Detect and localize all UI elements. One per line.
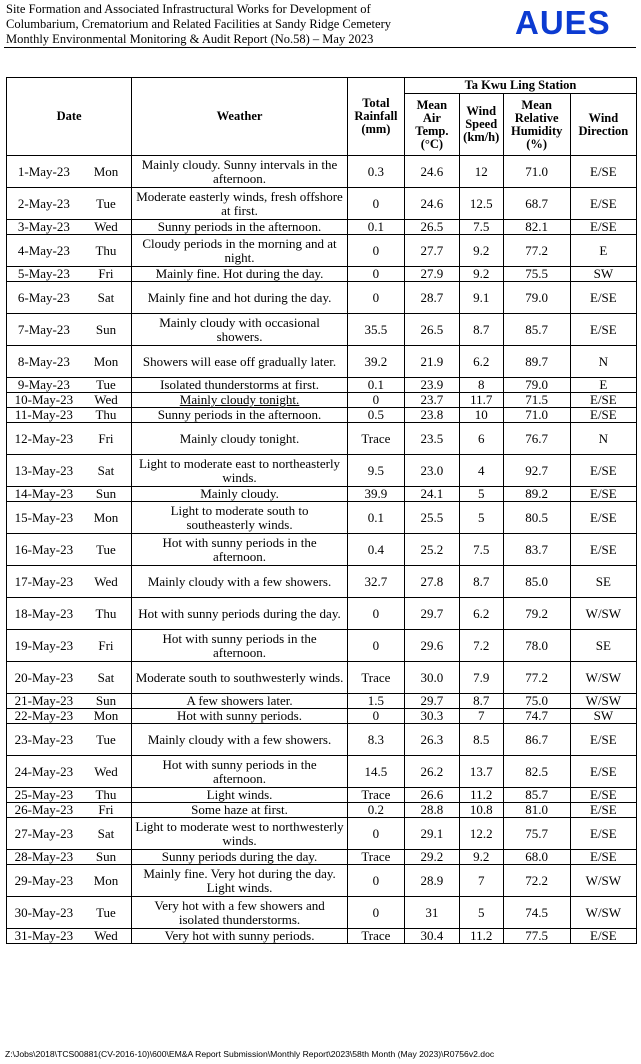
cell-day: Wed: [81, 220, 132, 235]
cell-rain: 0: [347, 188, 404, 220]
cell-wind: 4: [459, 455, 503, 487]
cell-wind: 8.7: [459, 314, 503, 346]
cell-date: 30-May-23: [7, 897, 81, 929]
table-row: [7, 455, 637, 487]
cell-temp: 28.7: [404, 282, 459, 314]
cell-temp: 24.6: [404, 188, 459, 220]
cell-rain: 32.7: [347, 566, 404, 598]
cell-date: 2-May-23: [7, 188, 81, 220]
cell-rain: 0: [347, 598, 404, 630]
cell-rain: 0.2: [347, 803, 404, 818]
cell-hum: 76.7: [503, 423, 570, 455]
cell-day: Tue: [81, 378, 132, 393]
cell-dir: E/SE: [570, 188, 636, 220]
cell-dir: E/SE: [570, 282, 636, 314]
table-row: [7, 378, 637, 393]
cell-date: 18-May-23: [7, 598, 81, 630]
cell-rain: 39.2: [347, 346, 404, 378]
cell-temp: 29.6: [404, 630, 459, 662]
cell-weather: Light to moderate south to southeasterly winds.: [132, 502, 348, 534]
cell-weather: Light winds.: [132, 788, 348, 803]
cell-wind: 6: [459, 423, 503, 455]
table-row: [7, 694, 637, 709]
cell-hum: 71.5: [503, 393, 570, 408]
cell-hum: 75.0: [503, 694, 570, 709]
cell-hum: 81.0: [503, 803, 570, 818]
cell-date: 19-May-23: [7, 630, 81, 662]
cell-rain: 0: [347, 709, 404, 724]
cell-weather: Cloudy periods in the morning and at night.: [132, 235, 348, 267]
cell-day: Mon: [81, 865, 132, 897]
cell-dir: SE: [570, 630, 636, 662]
cell-rain: Trace: [347, 929, 404, 944]
cell-weather: Light to moderate east to northeasterly winds.: [132, 455, 348, 487]
cell-date: 7-May-23: [7, 314, 81, 346]
cell-temp: 26.5: [404, 220, 459, 235]
table-row: [7, 346, 637, 378]
table-row: [7, 502, 637, 534]
cell-day: Sat: [81, 662, 132, 694]
cell-day: Wed: [81, 929, 132, 944]
cell-weather: Mainly cloudy tonight.: [132, 423, 348, 455]
cell-hum: 82.1: [503, 220, 570, 235]
header-wind-speed: Wind Speed (km/h): [459, 94, 503, 156]
table-row: [7, 850, 637, 865]
cell-day: Sat: [81, 282, 132, 314]
cell-date: 16-May-23: [7, 534, 81, 566]
header-station: Ta Kwu Ling Station: [404, 78, 636, 94]
table-row: [7, 756, 637, 788]
cell-hum: 82.5: [503, 756, 570, 788]
cell-day: Wed: [81, 566, 132, 598]
cell-dir: E: [570, 235, 636, 267]
cell-wind: 5: [459, 487, 503, 502]
cell-day: Mon: [81, 709, 132, 724]
cell-day: Fri: [81, 267, 132, 282]
header-line-2: Columbarium, Crematorium and Related Facilities at Sandy Ridge Cemetery: [6, 17, 391, 31]
table-row: [7, 788, 637, 803]
cell-weather: Hot with sunny periods in the afternoon.: [132, 756, 348, 788]
cell-hum: 85.0: [503, 566, 570, 598]
table-row: [7, 534, 637, 566]
cell-rain: 0: [347, 282, 404, 314]
cell-weather: Sunny periods in the afternoon.: [132, 220, 348, 235]
cell-temp: 23.9: [404, 378, 459, 393]
cell-dir: E/SE: [570, 156, 636, 188]
cell-date: 22-May-23: [7, 709, 81, 724]
cell-dir: E/SE: [570, 724, 636, 756]
cell-date: 23-May-23: [7, 724, 81, 756]
cell-wind: 12.2: [459, 818, 503, 850]
cell-hum: 77.2: [503, 235, 570, 267]
table-row: [7, 662, 637, 694]
cell-hum: 78.0: [503, 630, 570, 662]
cell-rain: 0.1: [347, 502, 404, 534]
cell-date: 26-May-23: [7, 803, 81, 818]
cell-hum: 74.7: [503, 709, 570, 724]
cell-temp: 29.7: [404, 694, 459, 709]
cell-wind: 5: [459, 502, 503, 534]
cell-day: Thu: [81, 598, 132, 630]
cell-dir: E/SE: [570, 393, 636, 408]
cell-weather: Mainly cloudy tonight.: [132, 393, 348, 408]
cell-date: 15-May-23: [7, 502, 81, 534]
cell-date: 29-May-23: [7, 865, 81, 897]
cell-hum: 80.5: [503, 502, 570, 534]
table-row: [7, 897, 637, 929]
report-header: [6, 2, 496, 47]
cell-weather: Mainly cloudy with a few showers.: [132, 724, 348, 756]
aues-logo: AUES: [515, 4, 611, 41]
cell-date: 6-May-23: [7, 282, 81, 314]
cell-temp: 27.9: [404, 267, 459, 282]
cell-date: 27-May-23: [7, 818, 81, 850]
cell-weather: Hot with sunny periods during the day.: [132, 598, 348, 630]
cell-date: 24-May-23: [7, 756, 81, 788]
cell-weather: Isolated thunderstorms at first.: [132, 378, 348, 393]
cell-dir: W/SW: [570, 694, 636, 709]
cell-weather: Very hot with a few showers and isolated thunderstorms.: [132, 897, 348, 929]
cell-date: 14-May-23: [7, 487, 81, 502]
header-weather: Weather: [132, 78, 348, 156]
cell-hum: 79.0: [503, 378, 570, 393]
cell-dir: SW: [570, 267, 636, 282]
table-row: [7, 818, 637, 850]
cell-hum: 71.0: [503, 408, 570, 423]
cell-rain: 0: [347, 235, 404, 267]
cell-dir: E/SE: [570, 534, 636, 566]
cell-day: Sat: [81, 818, 132, 850]
cell-dir: W/SW: [570, 897, 636, 929]
cell-date: 31-May-23: [7, 929, 81, 944]
cell-rain: 0: [347, 393, 404, 408]
cell-wind: 8: [459, 378, 503, 393]
cell-rain: 8.3: [347, 724, 404, 756]
cell-weather: Mainly cloudy with a few showers.: [132, 566, 348, 598]
cell-hum: 92.7: [503, 455, 570, 487]
cell-temp: 30.4: [404, 929, 459, 944]
cell-hum: 79.2: [503, 598, 570, 630]
cell-rain: 0: [347, 630, 404, 662]
cell-hum: 89.2: [503, 487, 570, 502]
cell-hum: 68.7: [503, 188, 570, 220]
cell-rain: 0: [347, 267, 404, 282]
table-row: [7, 423, 637, 455]
table-row: [7, 929, 637, 944]
cell-temp: 29.2: [404, 850, 459, 865]
header-rainfall: Total Rainfall (mm): [347, 78, 404, 156]
cell-temp: 29.7: [404, 598, 459, 630]
cell-date: 11-May-23: [7, 408, 81, 423]
cell-date: 5-May-23: [7, 267, 81, 282]
cell-dir: E/SE: [570, 850, 636, 865]
cell-temp: 25.5: [404, 502, 459, 534]
cell-wind: 13.7: [459, 756, 503, 788]
cell-weather: Some haze at first.: [132, 803, 348, 818]
cell-dir: SE: [570, 566, 636, 598]
cell-wind: 6.2: [459, 346, 503, 378]
weather-table-body: [7, 156, 637, 944]
cell-rain: 0: [347, 865, 404, 897]
cell-wind: 7: [459, 709, 503, 724]
cell-temp: 26.2: [404, 756, 459, 788]
cell-date: 20-May-23: [7, 662, 81, 694]
cell-weather: Showers will ease off gradually later.: [132, 346, 348, 378]
table-row: [7, 630, 637, 662]
cell-day: Sun: [81, 694, 132, 709]
cell-weather: Mainly cloudy with occasional showers.: [132, 314, 348, 346]
cell-dir: W/SW: [570, 598, 636, 630]
cell-day: Thu: [81, 235, 132, 267]
header-wind-direction: Wind Direction: [570, 94, 636, 156]
cell-day: Wed: [81, 393, 132, 408]
header-humidity: Mean Relative Humidity (%): [503, 94, 570, 156]
table-row: [7, 487, 637, 502]
cell-rain: 0.1: [347, 378, 404, 393]
cell-hum: 83.7: [503, 534, 570, 566]
table-row: [7, 282, 637, 314]
cell-dir: E/SE: [570, 788, 636, 803]
cell-dir: E/SE: [570, 487, 636, 502]
cell-dir: E/SE: [570, 818, 636, 850]
header-temp: Mean Air Temp. (°C): [404, 94, 459, 156]
table-row: [7, 267, 637, 282]
cell-temp: 26.6: [404, 788, 459, 803]
cell-weather: Mainly fine. Hot during the day.: [132, 267, 348, 282]
cell-wind: 11.2: [459, 788, 503, 803]
table-row: [7, 803, 637, 818]
cell-day: Mon: [81, 502, 132, 534]
header-line-1: Site Formation and Associated Infrastructural Works for Development of: [6, 2, 371, 16]
cell-rain: 14.5: [347, 756, 404, 788]
cell-dir: E/SE: [570, 803, 636, 818]
cell-temp: 24.6: [404, 156, 459, 188]
cell-temp: 24.1: [404, 487, 459, 502]
cell-wind: 12.5: [459, 188, 503, 220]
cell-weather: Hot with sunny periods in the afternoon.: [132, 534, 348, 566]
cell-wind: 8.7: [459, 694, 503, 709]
cell-dir: E/SE: [570, 314, 636, 346]
cell-day: Sun: [81, 314, 132, 346]
cell-temp: 23.7: [404, 393, 459, 408]
table-row: [7, 188, 637, 220]
header-line-3: Monthly Environmental Monitoring & Audit Report (No.58) – May 2023: [6, 32, 374, 46]
cell-date: 10-May-23: [7, 393, 81, 408]
cell-date: 8-May-23: [7, 346, 81, 378]
cell-wind: 7.2: [459, 630, 503, 662]
cell-wind: 9.2: [459, 235, 503, 267]
cell-day: Thu: [81, 408, 132, 423]
cell-weather: Hot with sunny periods.: [132, 709, 348, 724]
cell-hum: 75.7: [503, 818, 570, 850]
cell-day: Thu: [81, 788, 132, 803]
cell-temp: 23.8: [404, 408, 459, 423]
cell-date: 1-May-23: [7, 156, 81, 188]
table-row: [7, 865, 637, 897]
cell-temp: 23.0: [404, 455, 459, 487]
cell-rain: 1.5: [347, 694, 404, 709]
cell-weather: Hot with sunny periods in the afternoon.: [132, 630, 348, 662]
cell-dir: E/SE: [570, 220, 636, 235]
cell-day: Tue: [81, 188, 132, 220]
cell-temp: 30.0: [404, 662, 459, 694]
cell-temp: 28.8: [404, 803, 459, 818]
cell-wind: 7.9: [459, 662, 503, 694]
cell-temp: 28.9: [404, 865, 459, 897]
cell-wind: 7.5: [459, 220, 503, 235]
table-row: [7, 156, 637, 188]
cell-rain: 39.9: [347, 487, 404, 502]
cell-dir: N: [570, 346, 636, 378]
cell-day: Mon: [81, 346, 132, 378]
table-row: [7, 598, 637, 630]
cell-dir: W/SW: [570, 865, 636, 897]
cell-date: 21-May-23: [7, 694, 81, 709]
file-path-footer: Z:\Jobs\2018\TCS00881(CV-2016-10)\600\EM&A Report Submission\Monthly Report\2023\58th Month (May 2023)\R0756v2.doc: [5, 1049, 495, 1059]
cell-weather: A few showers later.: [132, 694, 348, 709]
cell-date: 3-May-23: [7, 220, 81, 235]
cell-hum: 85.7: [503, 314, 570, 346]
cell-rain: 0: [347, 818, 404, 850]
cell-day: Sun: [81, 487, 132, 502]
cell-wind: 9.1: [459, 282, 503, 314]
table-row: [7, 408, 637, 423]
cell-weather: Moderate easterly winds, fresh offshore at first.: [132, 188, 348, 220]
cell-dir: E/SE: [570, 455, 636, 487]
cell-rain: 0: [347, 897, 404, 929]
cell-dir: E/SE: [570, 502, 636, 534]
cell-day: Tue: [81, 534, 132, 566]
cell-date: 25-May-23: [7, 788, 81, 803]
cell-rain: 35.5: [347, 314, 404, 346]
cell-date: 12-May-23: [7, 423, 81, 455]
cell-temp: 26.3: [404, 724, 459, 756]
cell-rain: 0.5: [347, 408, 404, 423]
table-row: [7, 235, 637, 267]
cell-date: 9-May-23: [7, 378, 81, 393]
cell-wind: 7.5: [459, 534, 503, 566]
cell-hum: 68.0: [503, 850, 570, 865]
cell-day: Sun: [81, 850, 132, 865]
cell-hum: 86.7: [503, 724, 570, 756]
table-row: [7, 220, 637, 235]
cell-wind: 8.7: [459, 566, 503, 598]
cell-temp: 27.7: [404, 235, 459, 267]
table-row: [7, 724, 637, 756]
table-row: [7, 709, 637, 724]
cell-wind: 8.5: [459, 724, 503, 756]
cell-temp: 26.5: [404, 314, 459, 346]
cell-rain: 0.4: [347, 534, 404, 566]
cell-dir: W/SW: [570, 662, 636, 694]
cell-wind: 10.8: [459, 803, 503, 818]
cell-date: 4-May-23: [7, 235, 81, 267]
cell-date: 17-May-23: [7, 566, 81, 598]
cell-weather: Sunny periods during the day.: [132, 850, 348, 865]
cell-wind: 9.2: [459, 267, 503, 282]
cell-dir: E/SE: [570, 756, 636, 788]
cell-weather: Mainly cloudy.: [132, 487, 348, 502]
cell-wind: 10: [459, 408, 503, 423]
cell-temp: 30.3: [404, 709, 459, 724]
cell-temp: 31: [404, 897, 459, 929]
cell-dir: E/SE: [570, 408, 636, 423]
cell-hum: 77.5: [503, 929, 570, 944]
cell-rain: 0.3: [347, 156, 404, 188]
cell-wind: 11.7: [459, 393, 503, 408]
cell-dir: SW: [570, 709, 636, 724]
cell-weather: Very hot with sunny periods.: [132, 929, 348, 944]
cell-wind: 6.2: [459, 598, 503, 630]
weather-table: [6, 77, 637, 944]
table-row: [7, 566, 637, 598]
cell-day: Fri: [81, 423, 132, 455]
cell-date: 13-May-23: [7, 455, 81, 487]
cell-rain: Trace: [347, 662, 404, 694]
cell-weather: Mainly cloudy. Sunny intervals in the afternoon.: [132, 156, 348, 188]
cell-temp: 29.1: [404, 818, 459, 850]
cell-wind: 12: [459, 156, 503, 188]
cell-day: Wed: [81, 756, 132, 788]
cell-day: Sat: [81, 455, 132, 487]
cell-hum: 74.5: [503, 897, 570, 929]
cell-wind: 7: [459, 865, 503, 897]
cell-rain: Trace: [347, 850, 404, 865]
cell-hum: 71.0: [503, 156, 570, 188]
cell-weather: Mainly fine and hot during the day.: [132, 282, 348, 314]
cell-rain: Trace: [347, 788, 404, 803]
cell-day: Tue: [81, 724, 132, 756]
table-row: [7, 393, 637, 408]
cell-temp: 23.5: [404, 423, 459, 455]
cell-wind: 11.2: [459, 929, 503, 944]
cell-weather: Light to moderate west to northwesterly winds.: [132, 818, 348, 850]
cell-temp: 27.8: [404, 566, 459, 598]
header-divider: [4, 47, 636, 48]
cell-day: Tue: [81, 897, 132, 929]
cell-rain: Trace: [347, 423, 404, 455]
cell-day: Fri: [81, 803, 132, 818]
cell-day: Mon: [81, 156, 132, 188]
cell-hum: 72.2: [503, 865, 570, 897]
cell-hum: 77.2: [503, 662, 570, 694]
cell-temp: 21.9: [404, 346, 459, 378]
cell-wind: 5: [459, 897, 503, 929]
cell-hum: 79.0: [503, 282, 570, 314]
cell-temp: 25.2: [404, 534, 459, 566]
header-date: Date: [7, 78, 132, 156]
cell-hum: 85.7: [503, 788, 570, 803]
cell-rain: 0.1: [347, 220, 404, 235]
cell-weather: Sunny periods in the afternoon.: [132, 408, 348, 423]
cell-weather: Mainly fine. Very hot during the day. Light winds.: [132, 865, 348, 897]
cell-rain: 9.5: [347, 455, 404, 487]
table-row: [7, 314, 637, 346]
cell-day: Fri: [81, 630, 132, 662]
cell-date: 28-May-23: [7, 850, 81, 865]
cell-hum: 89.7: [503, 346, 570, 378]
cell-dir: E: [570, 378, 636, 393]
cell-weather: Moderate south to southwesterly winds.: [132, 662, 348, 694]
cell-hum: 75.5: [503, 267, 570, 282]
cell-dir: N: [570, 423, 636, 455]
cell-dir: E/SE: [570, 929, 636, 944]
cell-wind: 9.2: [459, 850, 503, 865]
